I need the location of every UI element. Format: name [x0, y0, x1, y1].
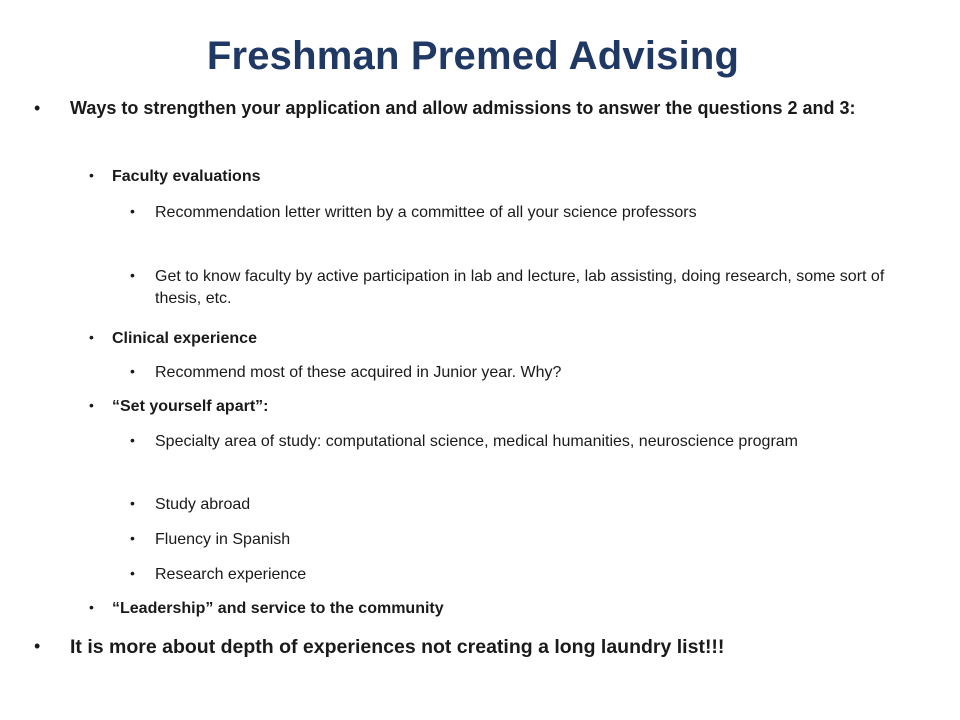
bullet-junior-year: • Recommend most of these acquired in Junior year. Why?: [155, 362, 885, 384]
slide-title: Freshman Premed Advising: [206, 34, 740, 78]
bullet-study-abroad: • Study abroad: [155, 494, 885, 516]
bullet-recommendation-letter: • Recommendation letter written by a committee of all your science professors: [155, 202, 885, 224]
bullet-depth-of-experiences: • It is more about depth of experiences not creating a long laundry list!!!: [70, 634, 930, 661]
bullet-clinical-experience: • Clinical experience: [112, 328, 872, 350]
bullet-strengthen-application: • Ways to strengthen your application and allow admissions to answer the questions 2 and 3:: [70, 96, 870, 120]
bullet-faculty-evaluations: • Faculty evaluations: [112, 166, 872, 188]
bullet-specialty-area: • Specialty area of study: computational science, medical humanities, neuroscience program: [155, 431, 885, 453]
bullet-know-faculty: • Get to know faculty by active participation in lab and lecture, lab assisting, doing research, some sort of thesis, etc.: [155, 266, 885, 310]
bullet-leadership-service: • “Leadership” and service to the community: [112, 598, 872, 620]
bullet-fluency-spanish: • Fluency in Spanish: [155, 529, 885, 551]
bullet-research-experience: • Research experience: [155, 564, 885, 586]
bullet-set-yourself-apart: • “Set yourself apart”:: [112, 396, 872, 418]
